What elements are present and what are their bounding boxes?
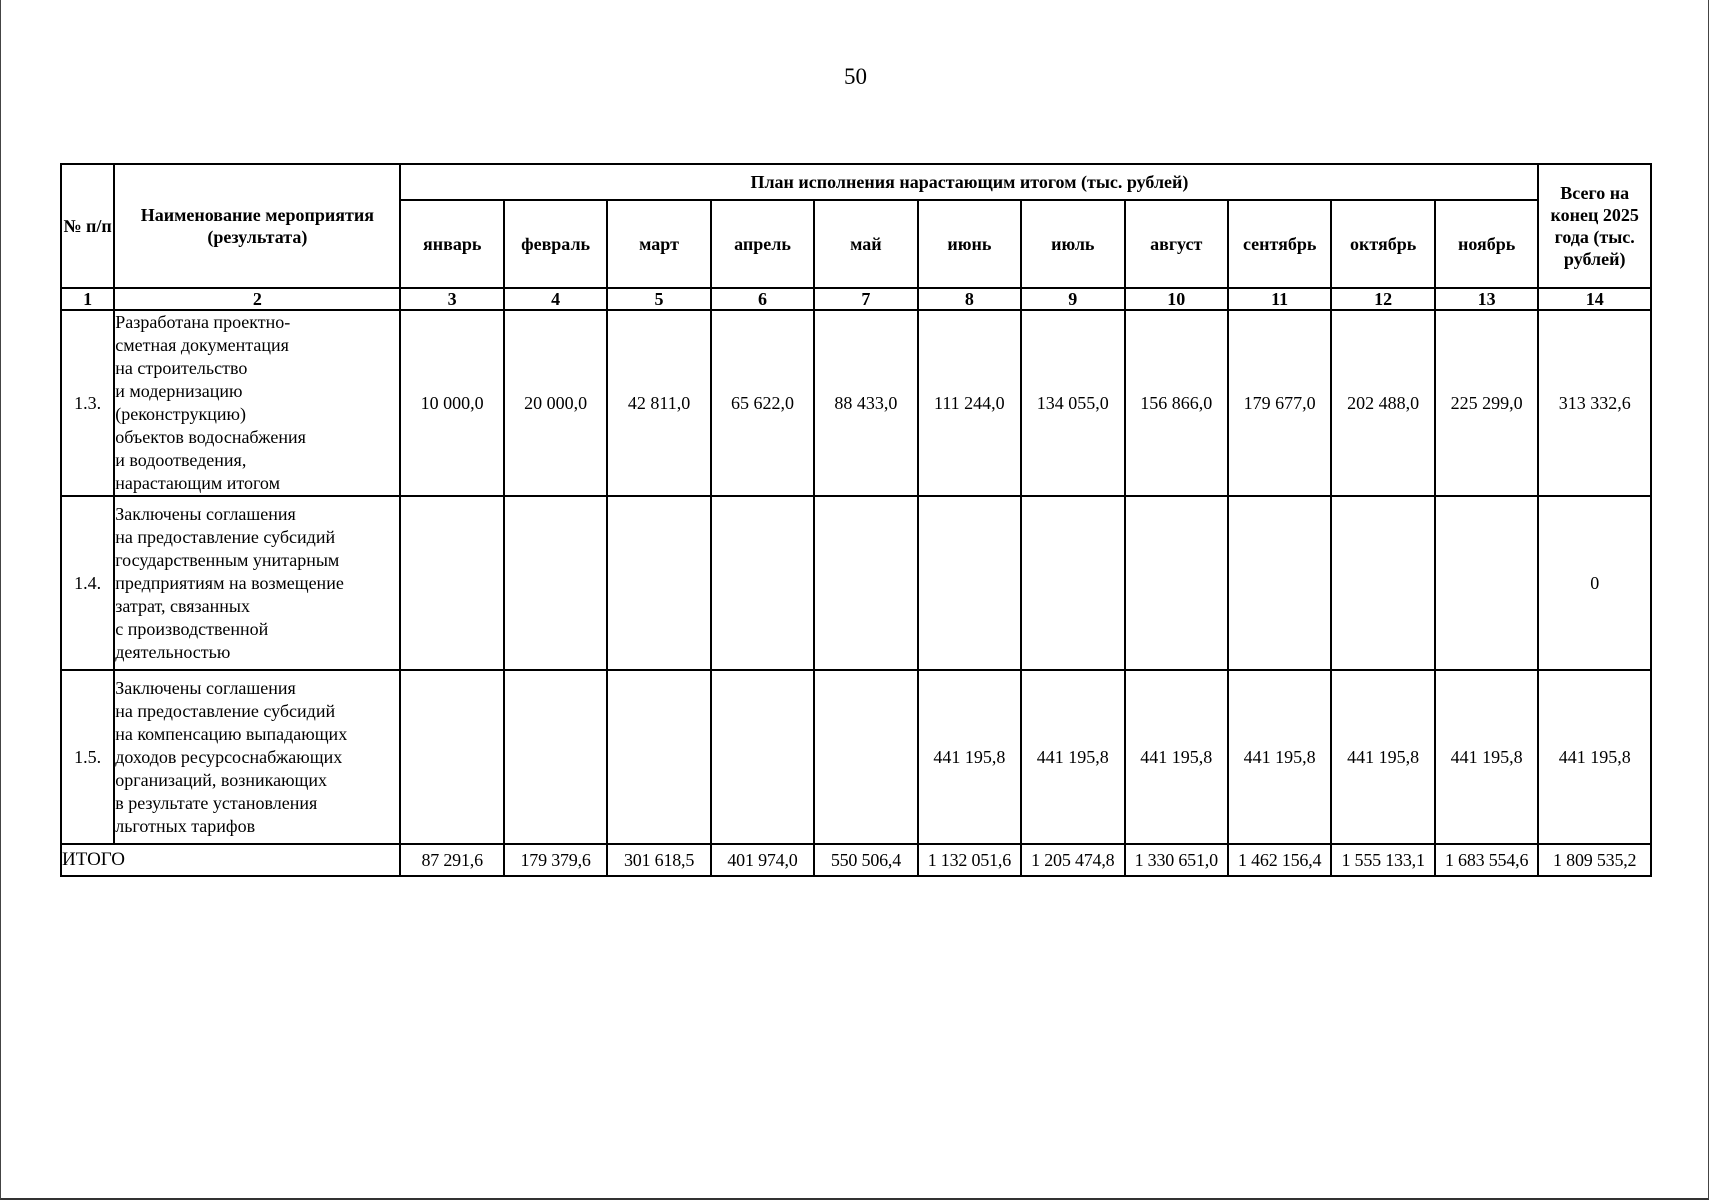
row-name-line: предприятиям на возмещение <box>115 572 344 593</box>
header-month: сентябрь <box>1228 200 1331 288</box>
table-row <box>61 310 1651 496</box>
row-name-line: Заключены соглашения <box>115 503 296 524</box>
header-month: февраль <box>504 200 607 288</box>
value-cell <box>400 670 503 844</box>
row-name-line: нарастающим итогом <box>115 473 280 493</box>
value-cell: 156 866,0 <box>1125 310 1228 496</box>
row-name-line: в результате установления <box>115 792 318 813</box>
value-cell <box>607 496 710 670</box>
header-total: Всего на конец 2025 года (тыс. рублей) <box>1538 164 1651 288</box>
value-cell: 441 195,8 <box>1125 670 1228 844</box>
column-number: 5 <box>607 288 710 310</box>
column-numbers-row <box>61 288 1651 310</box>
header-plan: План исполнения нарастающим итогом (тыс. рублей) <box>400 164 1538 200</box>
column-number: 13 <box>1435 288 1539 310</box>
value-cell <box>814 670 917 844</box>
row-name-line: (реконструкцию) <box>115 404 246 424</box>
header-month: май <box>814 200 917 288</box>
value-cell <box>711 496 814 670</box>
row-name-line: деятельностью <box>115 641 231 662</box>
total-value-cell: 87 291,6 <box>400 844 503 876</box>
column-number: 2 <box>114 288 400 310</box>
total-value-cell: 1 132 051,6 <box>918 844 1021 876</box>
row-name-line: государственным унитарным <box>115 549 340 570</box>
row-name-line: сметная документация <box>115 335 289 355</box>
column-number: 7 <box>814 288 917 310</box>
total-value-cell: 401 974,0 <box>711 844 814 876</box>
value-cell: 202 488,0 <box>1331 310 1434 496</box>
total-cell: 441 195,8 <box>1538 670 1651 844</box>
header-month: январь <box>400 200 503 288</box>
grand-total-cell: 1 809 535,2 <box>1538 844 1651 876</box>
table-row <box>61 496 1651 670</box>
plan-table <box>60 163 1652 877</box>
total-label: ИТОГО <box>61 844 400 876</box>
row-name-line: льготных тарифов <box>115 815 256 836</box>
page-number: 50 <box>844 64 867 89</box>
header-month: апрель <box>711 200 814 288</box>
column-number: 10 <box>1125 288 1228 310</box>
row-name-line: объектов водоснабжения <box>115 427 306 447</box>
value-cell: 225 299,0 <box>1435 310 1539 496</box>
row-name-line: организаций, возникающих <box>115 769 328 790</box>
value-cell <box>400 496 503 670</box>
row-name <box>114 496 400 670</box>
header-month: октябрь <box>1331 200 1434 288</box>
header-month: март <box>607 200 710 288</box>
table-row <box>61 670 1651 844</box>
row-name-line: и водоотведения, <box>115 450 247 470</box>
value-cell: 179 677,0 <box>1228 310 1331 496</box>
column-number: 11 <box>1228 288 1331 310</box>
value-cell: 441 195,8 <box>1331 670 1434 844</box>
total-value-cell: 179 379,6 <box>504 844 607 876</box>
total-cell: 0 <box>1538 496 1651 670</box>
value-cell: 441 195,8 <box>918 670 1021 844</box>
row-name <box>114 310 400 496</box>
header-month: ноябрь <box>1435 200 1539 288</box>
value-cell: 441 195,8 <box>1228 670 1331 844</box>
header-month: июль <box>1021 200 1124 288</box>
header-row <box>61 164 1651 200</box>
column-number: 3 <box>400 288 503 310</box>
value-cell <box>1125 496 1228 670</box>
row-number: 1.4. <box>61 496 114 670</box>
header-name: Наименование мероприятия (результата) <box>114 164 400 288</box>
row-name <box>114 670 400 844</box>
header-month: август <box>1125 200 1228 288</box>
value-cell: 10 000,0 <box>400 310 503 496</box>
value-cell: 88 433,0 <box>814 310 917 496</box>
value-cell <box>1331 496 1434 670</box>
value-cell: 20 000,0 <box>504 310 607 496</box>
value-cell: 42 811,0 <box>607 310 710 496</box>
column-number: 6 <box>711 288 814 310</box>
value-cell <box>918 496 1021 670</box>
column-number: 8 <box>918 288 1021 310</box>
value-cell <box>1228 496 1331 670</box>
row-name-line: на предоставление субсидий <box>115 700 336 721</box>
total-value-cell: 301 618,5 <box>607 844 710 876</box>
row-number: 1.3. <box>61 310 114 496</box>
total-cell: 313 332,6 <box>1538 310 1651 496</box>
value-cell <box>814 496 917 670</box>
column-number: 9 <box>1021 288 1124 310</box>
value-cell: 65 622,0 <box>711 310 814 496</box>
value-cell: 111 244,0 <box>918 310 1021 496</box>
total-value-cell: 1 462 156,4 <box>1228 844 1331 876</box>
total-value-cell: 1 205 474,8 <box>1021 844 1124 876</box>
row-name-line: на строительство <box>115 358 248 378</box>
header-month: июнь <box>918 200 1021 288</box>
header-no: № п/п <box>61 164 114 288</box>
row-name-line: на предоставление субсидий <box>115 526 336 547</box>
row-name-line: Разработана проектно- <box>115 312 291 332</box>
total-value-cell: 1 555 133,1 <box>1331 844 1434 876</box>
value-cell <box>1021 496 1124 670</box>
value-cell <box>504 496 607 670</box>
row-name-line: на компенсацию выпадающих <box>115 723 348 744</box>
value-cell: 441 195,8 <box>1021 670 1124 844</box>
row-name-line: и модернизацию <box>115 381 243 401</box>
value-cell: 134 055,0 <box>1021 310 1124 496</box>
value-cell <box>1435 496 1539 670</box>
value-cell <box>711 670 814 844</box>
row-number: 1.5. <box>61 670 114 844</box>
total-value-cell: 1 683 554,6 <box>1435 844 1539 876</box>
column-number: 1 <box>61 288 114 310</box>
total-value-cell: 1 330 651,0 <box>1125 844 1228 876</box>
column-number: 12 <box>1331 288 1434 310</box>
value-cell: 441 195,8 <box>1435 670 1539 844</box>
total-row <box>61 844 1651 876</box>
row-name-line: с производственной <box>115 618 269 639</box>
value-cell <box>607 670 710 844</box>
row-name-line: доходов ресурсоснабжающих <box>115 746 343 767</box>
column-number: 14 <box>1538 288 1651 310</box>
row-name-line: затрат, связанных <box>115 595 250 616</box>
column-number: 4 <box>504 288 607 310</box>
row-name-line: Заключены соглашения <box>115 677 296 698</box>
total-value-cell: 550 506,4 <box>814 844 917 876</box>
value-cell <box>504 670 607 844</box>
